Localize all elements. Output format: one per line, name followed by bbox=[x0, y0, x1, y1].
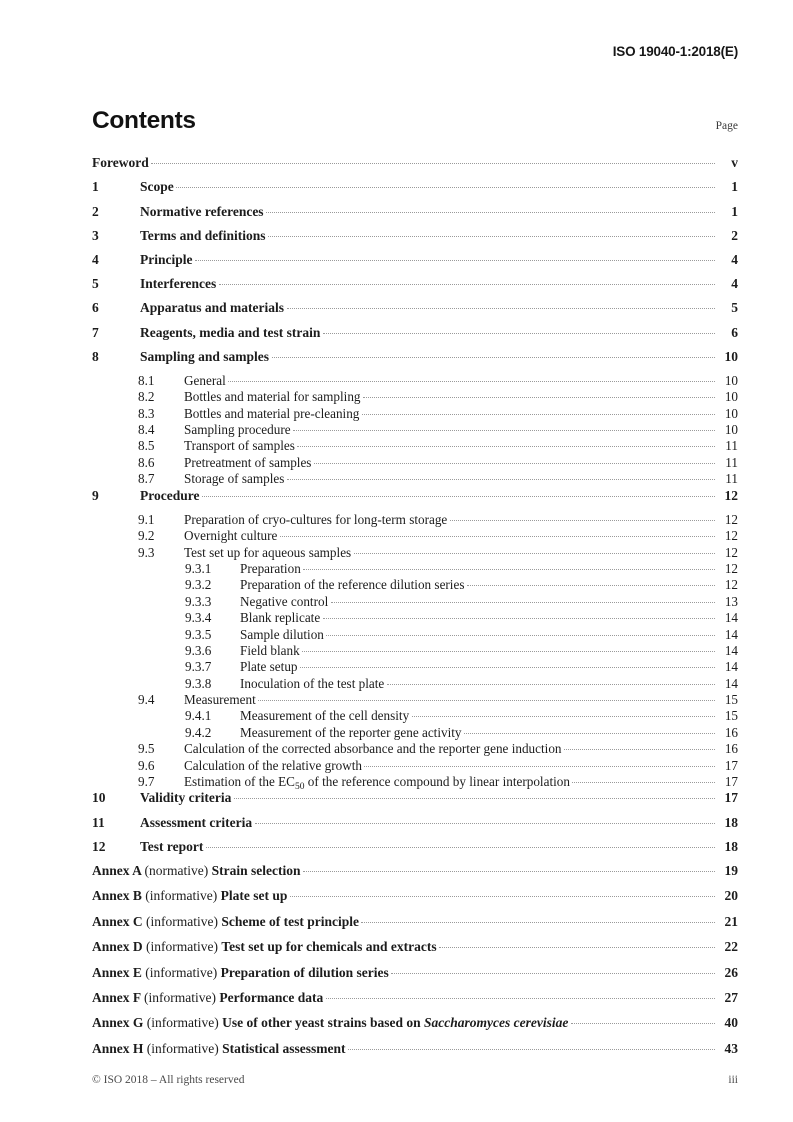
toc-entry-page-number: 10 bbox=[724, 348, 738, 364]
page-title: Contents bbox=[92, 107, 196, 134]
page-folio: iii bbox=[728, 1074, 738, 1086]
toc-entry-page-number: 11 bbox=[725, 438, 738, 454]
toc-entry[interactable] bbox=[92, 773, 738, 792]
toc-title-segment: Test set up for chemicals and extracts bbox=[221, 939, 437, 955]
toc-entry-number: 12 bbox=[92, 838, 106, 854]
toc-entry-page-number: 15 bbox=[724, 692, 738, 708]
toc-leader-dots bbox=[326, 989, 715, 1002]
toc-entry-title bbox=[92, 864, 302, 878]
toc-title-segment: (informative) bbox=[144, 989, 220, 1005]
toc-entry-number: 9.3.5 bbox=[185, 626, 212, 642]
toc-entry-title: Procedure bbox=[140, 487, 200, 503]
toc-entry-page-number: 18 bbox=[724, 838, 738, 854]
toc-entry-number: 9.3.6 bbox=[185, 642, 212, 658]
toc-entry-page-number: 4 bbox=[731, 251, 738, 267]
toc-leader-dots bbox=[467, 576, 715, 589]
toc-entry-page-number: 1 bbox=[731, 203, 738, 219]
toc-entry[interactable] bbox=[92, 691, 738, 707]
toc-entry-page-number: v bbox=[731, 155, 738, 171]
toc-entry-page-number: 4 bbox=[731, 276, 738, 292]
toc-leader-dots bbox=[272, 348, 715, 361]
toc-entry[interactable] bbox=[92, 202, 738, 226]
toc-entry-page-number: 10 bbox=[724, 389, 738, 405]
toc-entry-number: 1 bbox=[92, 179, 99, 195]
toc-entry-page-number: 1 bbox=[731, 179, 738, 195]
toc-entry-page-number: 12 bbox=[724, 511, 738, 527]
toc-leader-dots bbox=[331, 593, 715, 606]
toc-title-segment: (normative) bbox=[144, 863, 212, 878]
toc-entry-number: 6 bbox=[92, 300, 99, 316]
toc-entry-number: 9.4.2 bbox=[185, 724, 212, 740]
toc-title-segment: Statistical assessment bbox=[222, 1040, 346, 1056]
toc-entry-title bbox=[92, 940, 438, 954]
toc-entry-page-number: 14 bbox=[724, 659, 738, 675]
toc-entry[interactable] bbox=[92, 275, 738, 299]
toc-entry-title: Blank replicate bbox=[240, 610, 321, 626]
toc-leader-dots bbox=[363, 388, 715, 401]
toc-leader-dots bbox=[151, 154, 715, 167]
toc-entry[interactable] bbox=[92, 658, 738, 674]
toc-entry-number: 9.3.7 bbox=[185, 659, 212, 675]
toc-entry[interactable] bbox=[92, 454, 738, 470]
toc-entry-number: 7 bbox=[92, 324, 99, 340]
toc-leader-dots bbox=[255, 813, 715, 826]
toc-entry-page-number: 12 bbox=[724, 544, 738, 560]
toc-entry-title bbox=[92, 1016, 570, 1030]
toc-title-segment: (informative) bbox=[146, 1015, 223, 1031]
toc-title-segment: Use of other yeast strains based on bbox=[222, 1015, 424, 1031]
toc-entry[interactable] bbox=[92, 437, 738, 453]
toc-entry-page-number: 20 bbox=[724, 888, 738, 904]
toc-entry-page-number: 12 bbox=[724, 560, 738, 576]
toc-entry-page-number: 12 bbox=[724, 577, 738, 593]
toc-entry-title: Preparation of the reference dilution series bbox=[240, 577, 465, 593]
toc-entry[interactable] bbox=[92, 642, 738, 658]
toc-entry-page-number: 43 bbox=[724, 1040, 738, 1056]
toc-entry-number: 9 bbox=[92, 487, 99, 503]
toc-title-segment: Strain selection bbox=[211, 863, 301, 878]
toc-entry-title: Sampling procedure bbox=[184, 422, 291, 438]
toc-entry-page-number: 6 bbox=[731, 324, 738, 340]
toc-entry-page-number: 26 bbox=[724, 964, 738, 980]
toc-entry-number: 9.6 bbox=[138, 757, 155, 773]
toc-entry-title: Terms and definitions bbox=[140, 227, 266, 243]
toc-leader-dots bbox=[258, 691, 715, 704]
toc-entry-number: 8 bbox=[92, 348, 99, 364]
toc-entry-page-number: 10 bbox=[724, 405, 738, 421]
toc-title-segment: Saccharomyces cerevisiae bbox=[424, 1015, 569, 1031]
toc-entry-number: 9.3.4 bbox=[185, 610, 212, 626]
toc-leader-dots bbox=[450, 511, 715, 524]
toc-leader-dots bbox=[202, 486, 715, 499]
toc-title-segment: Annex A bbox=[92, 863, 145, 878]
toc-title-segment: Annex F bbox=[92, 989, 145, 1005]
toc-entry[interactable] bbox=[92, 593, 738, 609]
toc-entry-title: Calculation of the corrected absorbance and the reporter gene induction bbox=[184, 741, 562, 757]
toc-title-segment: (informative) bbox=[145, 964, 221, 980]
toc-title-segment: (informative) bbox=[145, 888, 221, 904]
toc-entry-number: 3 bbox=[92, 227, 99, 243]
toc-entry-title: Reagents, media and test strain bbox=[140, 324, 321, 340]
toc-entry-title: Field blank bbox=[240, 642, 300, 658]
toc-entry-page-number: 17 bbox=[724, 790, 738, 806]
toc-leader-dots bbox=[297, 437, 715, 450]
toc-leader-dots bbox=[361, 913, 715, 926]
toc-leader-dots bbox=[362, 404, 715, 417]
toc-entry-title: Measurement of the cell density bbox=[240, 708, 410, 724]
toc-leader-dots bbox=[391, 963, 715, 976]
toc-entry-number: 9.3.2 bbox=[185, 577, 212, 593]
toc-entry[interactable] bbox=[92, 938, 738, 963]
toc-entry[interactable] bbox=[92, 609, 738, 625]
toc-entry[interactable] bbox=[92, 154, 738, 178]
toc-entry-title: Inoculation of the test plate bbox=[240, 675, 385, 691]
toc-entry-number: 8.5 bbox=[138, 438, 155, 454]
toc-entry-number: 10 bbox=[92, 790, 106, 806]
toc-entry-title: Interferences bbox=[140, 276, 217, 292]
toc-entry[interactable] bbox=[92, 576, 738, 592]
toc-entry-page-number: 27 bbox=[724, 989, 738, 1005]
toc-entry-title: Transport of samples bbox=[184, 438, 295, 454]
toc-title-segment: Estimation of the EC bbox=[184, 774, 295, 790]
toc-leader-dots bbox=[348, 1040, 715, 1053]
toc-leader-dots bbox=[571, 1014, 715, 1027]
toc-entry-number: 9.3.1 bbox=[185, 560, 212, 576]
toc-leader-dots bbox=[266, 202, 715, 215]
toc-entry-title: Normative references bbox=[140, 203, 264, 219]
toc-entry[interactable] bbox=[92, 625, 738, 641]
toc-entry-number: 8.7 bbox=[138, 471, 155, 487]
toc-entry-title: Preparation of cryo-cultures for long-term storage bbox=[184, 511, 448, 527]
toc-entry-number: 9.4 bbox=[138, 692, 155, 708]
toc-entry-page-number: 11 bbox=[725, 454, 738, 470]
toc-leader-dots bbox=[293, 421, 715, 434]
toc-entry-page-number: 5 bbox=[731, 300, 738, 316]
toc-entry-page-number: 14 bbox=[724, 675, 738, 691]
toc-title-segment: 50 bbox=[294, 781, 305, 792]
toc-leader-dots bbox=[303, 560, 715, 573]
toc-leader-dots bbox=[268, 227, 715, 240]
toc-entry-page-number: 10 bbox=[724, 372, 738, 388]
toc-entry-title: Test report bbox=[140, 838, 204, 854]
toc-entry-title: Storage of samples bbox=[184, 471, 285, 487]
toc-title-segment: Scheme of test principle bbox=[221, 913, 359, 929]
toc-leader-dots bbox=[439, 938, 715, 951]
toc-title-segment: of the reference compound by linear interpolation bbox=[304, 774, 570, 790]
page-footer bbox=[92, 1074, 738, 1090]
toc-entry-title: Assessment criteria bbox=[140, 814, 253, 830]
toc-entry[interactable] bbox=[92, 560, 738, 576]
toc-entry-title bbox=[184, 774, 571, 792]
toc-leader-dots bbox=[300, 658, 715, 671]
toc-entry[interactable] bbox=[92, 1014, 738, 1039]
toc-entry[interactable] bbox=[92, 1040, 738, 1065]
toc-entry-page-number: 15 bbox=[724, 708, 738, 724]
toc-entry[interactable] bbox=[92, 724, 738, 740]
toc-entry-title: Sample dilution bbox=[240, 626, 324, 642]
toc-entry-number: 8.3 bbox=[138, 405, 155, 421]
toc-entry-title: Validity criteria bbox=[140, 790, 232, 806]
toc-leader-dots bbox=[564, 740, 715, 753]
toc-entry-page-number: 17 bbox=[724, 757, 738, 773]
toc-entry-number: 2 bbox=[92, 203, 99, 219]
toc-title-segment: Annex B bbox=[92, 888, 146, 904]
toc-entry-number: 8.2 bbox=[138, 389, 155, 405]
toc-entry[interactable] bbox=[92, 421, 738, 437]
toc-entry-title bbox=[92, 915, 360, 929]
toc-title-segment: Preparation of dilution series bbox=[220, 964, 389, 980]
toc-entry-page-number: 14 bbox=[724, 642, 738, 658]
toc-entry[interactable] bbox=[92, 388, 738, 404]
toc-leader-dots bbox=[287, 470, 715, 483]
toc-entry[interactable] bbox=[92, 838, 738, 862]
toc-title-segment: (informative) bbox=[146, 913, 222, 929]
toc-title-segment: Annex G bbox=[92, 1015, 147, 1031]
toc-entry-number: 5 bbox=[92, 276, 99, 292]
toc-entry-title: Principle bbox=[140, 251, 193, 267]
toc-entry-page-number: 11 bbox=[725, 471, 738, 487]
toc-entry[interactable] bbox=[92, 862, 738, 887]
toc-title-segment: Annex D bbox=[92, 939, 147, 955]
toc-entry-number: 9.2 bbox=[138, 528, 155, 544]
toc-entry[interactable] bbox=[92, 486, 738, 510]
toc-entry-number: 4 bbox=[92, 251, 99, 267]
toc-entry-page-number: 14 bbox=[724, 610, 738, 626]
toc-entry[interactable] bbox=[92, 178, 738, 202]
toc-title-segment: (informative) bbox=[146, 939, 222, 955]
toc-entry-page-number: 18 bbox=[724, 814, 738, 830]
toc-leader-dots bbox=[195, 251, 715, 264]
toc-entry-title: Scope bbox=[140, 179, 174, 195]
contents-heading-row bbox=[92, 107, 738, 139]
toc-entry[interactable] bbox=[92, 707, 738, 723]
toc-entry-page-number: 22 bbox=[724, 939, 738, 955]
toc-leader-dots bbox=[314, 454, 715, 467]
toc-entry-page-number: 19 bbox=[724, 863, 738, 878]
toc-entry-number: 9.7 bbox=[138, 774, 155, 790]
toc-entry[interactable] bbox=[92, 299, 738, 323]
toc-entry-page-number: 2 bbox=[731, 227, 738, 243]
toc-leader-dots bbox=[302, 642, 715, 655]
toc-entry-title bbox=[92, 966, 390, 980]
copyright-notice: © ISO 2018 – All rights reserved bbox=[92, 1074, 245, 1086]
toc-entry[interactable] bbox=[92, 887, 738, 912]
toc-entry[interactable] bbox=[92, 372, 738, 388]
toc-entry-title: Sampling and samples bbox=[140, 348, 270, 364]
toc-title-segment: (informative) bbox=[146, 1040, 223, 1056]
toc-title-segment: Annex E bbox=[92, 964, 146, 980]
toc-entry[interactable] bbox=[92, 227, 738, 251]
toc-entry[interactable] bbox=[92, 527, 738, 543]
table-of-contents bbox=[92, 154, 738, 1065]
toc-entry-title: Pretreatment of samples bbox=[184, 454, 312, 470]
toc-entry-number: 9.3.3 bbox=[185, 593, 212, 609]
toc-entry-page-number: 21 bbox=[724, 913, 738, 929]
toc-entry-page-number: 17 bbox=[724, 774, 738, 790]
toc-entry[interactable] bbox=[92, 675, 738, 691]
toc-entry[interactable] bbox=[92, 404, 738, 420]
toc-entry-page-number: 16 bbox=[724, 741, 738, 757]
toc-entry[interactable] bbox=[92, 813, 738, 837]
toc-entry[interactable] bbox=[92, 740, 738, 756]
toc-entry-page-number: 13 bbox=[724, 593, 738, 609]
toc-entry-title: Calculation of the relative growth bbox=[184, 757, 362, 773]
toc-title-segment: Annex C bbox=[92, 913, 147, 929]
toc-leader-dots bbox=[280, 527, 715, 540]
toc-entry-title: Foreword bbox=[92, 155, 149, 171]
toc-entry-number: 8.6 bbox=[138, 454, 155, 470]
toc-entry-title: Overnight culture bbox=[184, 528, 278, 544]
toc-entry[interactable] bbox=[92, 989, 738, 1014]
toc-entry-number: 8.4 bbox=[138, 422, 155, 438]
toc-leader-dots bbox=[323, 323, 715, 336]
toc-entry-title: Measurement of the reporter gene activity bbox=[240, 724, 462, 740]
toc-entry-title: Test set up for aqueous samples bbox=[184, 544, 352, 560]
toc-leader-dots bbox=[464, 724, 715, 737]
toc-entry-title: Preparation bbox=[240, 560, 301, 576]
toc-entry-title bbox=[92, 991, 325, 1005]
toc-entry-title: General bbox=[184, 372, 226, 388]
toc-entry-page-number: 16 bbox=[724, 724, 738, 740]
toc-entry-number: 11 bbox=[92, 814, 105, 830]
document-reference-header: ISO 19040-1:2018(E) bbox=[612, 44, 738, 59]
toc-entry-number: 9.5 bbox=[138, 741, 155, 757]
toc-entry-page-number: 10 bbox=[724, 422, 738, 438]
toc-leader-dots bbox=[387, 675, 715, 688]
toc-leader-dots bbox=[290, 887, 715, 900]
toc-entry[interactable] bbox=[92, 323, 738, 347]
toc-entry[interactable] bbox=[92, 348, 738, 372]
toc-leader-dots bbox=[354, 543, 715, 556]
toc-leader-dots bbox=[572, 773, 715, 786]
toc-entry-page-number: 12 bbox=[724, 528, 738, 544]
toc-entry-page-number: 40 bbox=[724, 1015, 738, 1031]
toc-leader-dots bbox=[228, 372, 715, 385]
toc-entry[interactable] bbox=[92, 963, 738, 988]
toc-leader-dots bbox=[323, 609, 715, 622]
toc-entry-title: Measurement bbox=[184, 692, 256, 708]
toc-entry[interactable] bbox=[92, 251, 738, 275]
toc-leader-dots bbox=[206, 838, 715, 851]
toc-entry-title bbox=[92, 1042, 347, 1056]
toc-entry-title: Plate setup bbox=[240, 659, 298, 675]
toc-entry[interactable] bbox=[92, 913, 738, 938]
toc-entry-page-number: 14 bbox=[724, 626, 738, 642]
toc-entry[interactable] bbox=[92, 511, 738, 527]
toc-entry-number: 9.4.1 bbox=[185, 708, 212, 724]
toc-leader-dots bbox=[234, 789, 715, 802]
toc-entry[interactable] bbox=[92, 756, 738, 772]
toc-entry[interactable] bbox=[92, 789, 738, 813]
toc-title-segment: Performance data bbox=[219, 989, 324, 1005]
toc-leader-dots bbox=[326, 625, 715, 638]
toc-entry-number: 8.1 bbox=[138, 372, 155, 388]
toc-entry-number: 9.3.8 bbox=[185, 675, 212, 691]
toc-leader-dots bbox=[176, 178, 715, 191]
toc-entry-number: 9.3 bbox=[138, 544, 155, 560]
toc-title-segment: Plate set up bbox=[220, 888, 288, 904]
toc-title-segment: Annex H bbox=[92, 1040, 147, 1056]
toc-entry-title: Bottles and material for sampling bbox=[184, 389, 361, 405]
toc-leader-dots bbox=[287, 299, 715, 312]
toc-entry-number: 9.1 bbox=[138, 511, 155, 527]
toc-entry-title: Apparatus and materials bbox=[140, 300, 285, 316]
toc-entry[interactable] bbox=[92, 543, 738, 559]
toc-leader-dots bbox=[303, 862, 715, 875]
toc-leader-dots bbox=[364, 756, 715, 769]
toc-entry-title: Negative control bbox=[240, 593, 329, 609]
toc-leader-dots bbox=[412, 707, 715, 720]
toc-entry[interactable] bbox=[92, 470, 738, 486]
page-column-label: Page bbox=[715, 120, 738, 132]
toc-entry-title bbox=[92, 889, 289, 903]
toc-entry-page-number: 12 bbox=[724, 487, 738, 503]
toc-entry-title: Bottles and material pre-cleaning bbox=[184, 405, 360, 421]
toc-leader-dots bbox=[219, 275, 715, 288]
